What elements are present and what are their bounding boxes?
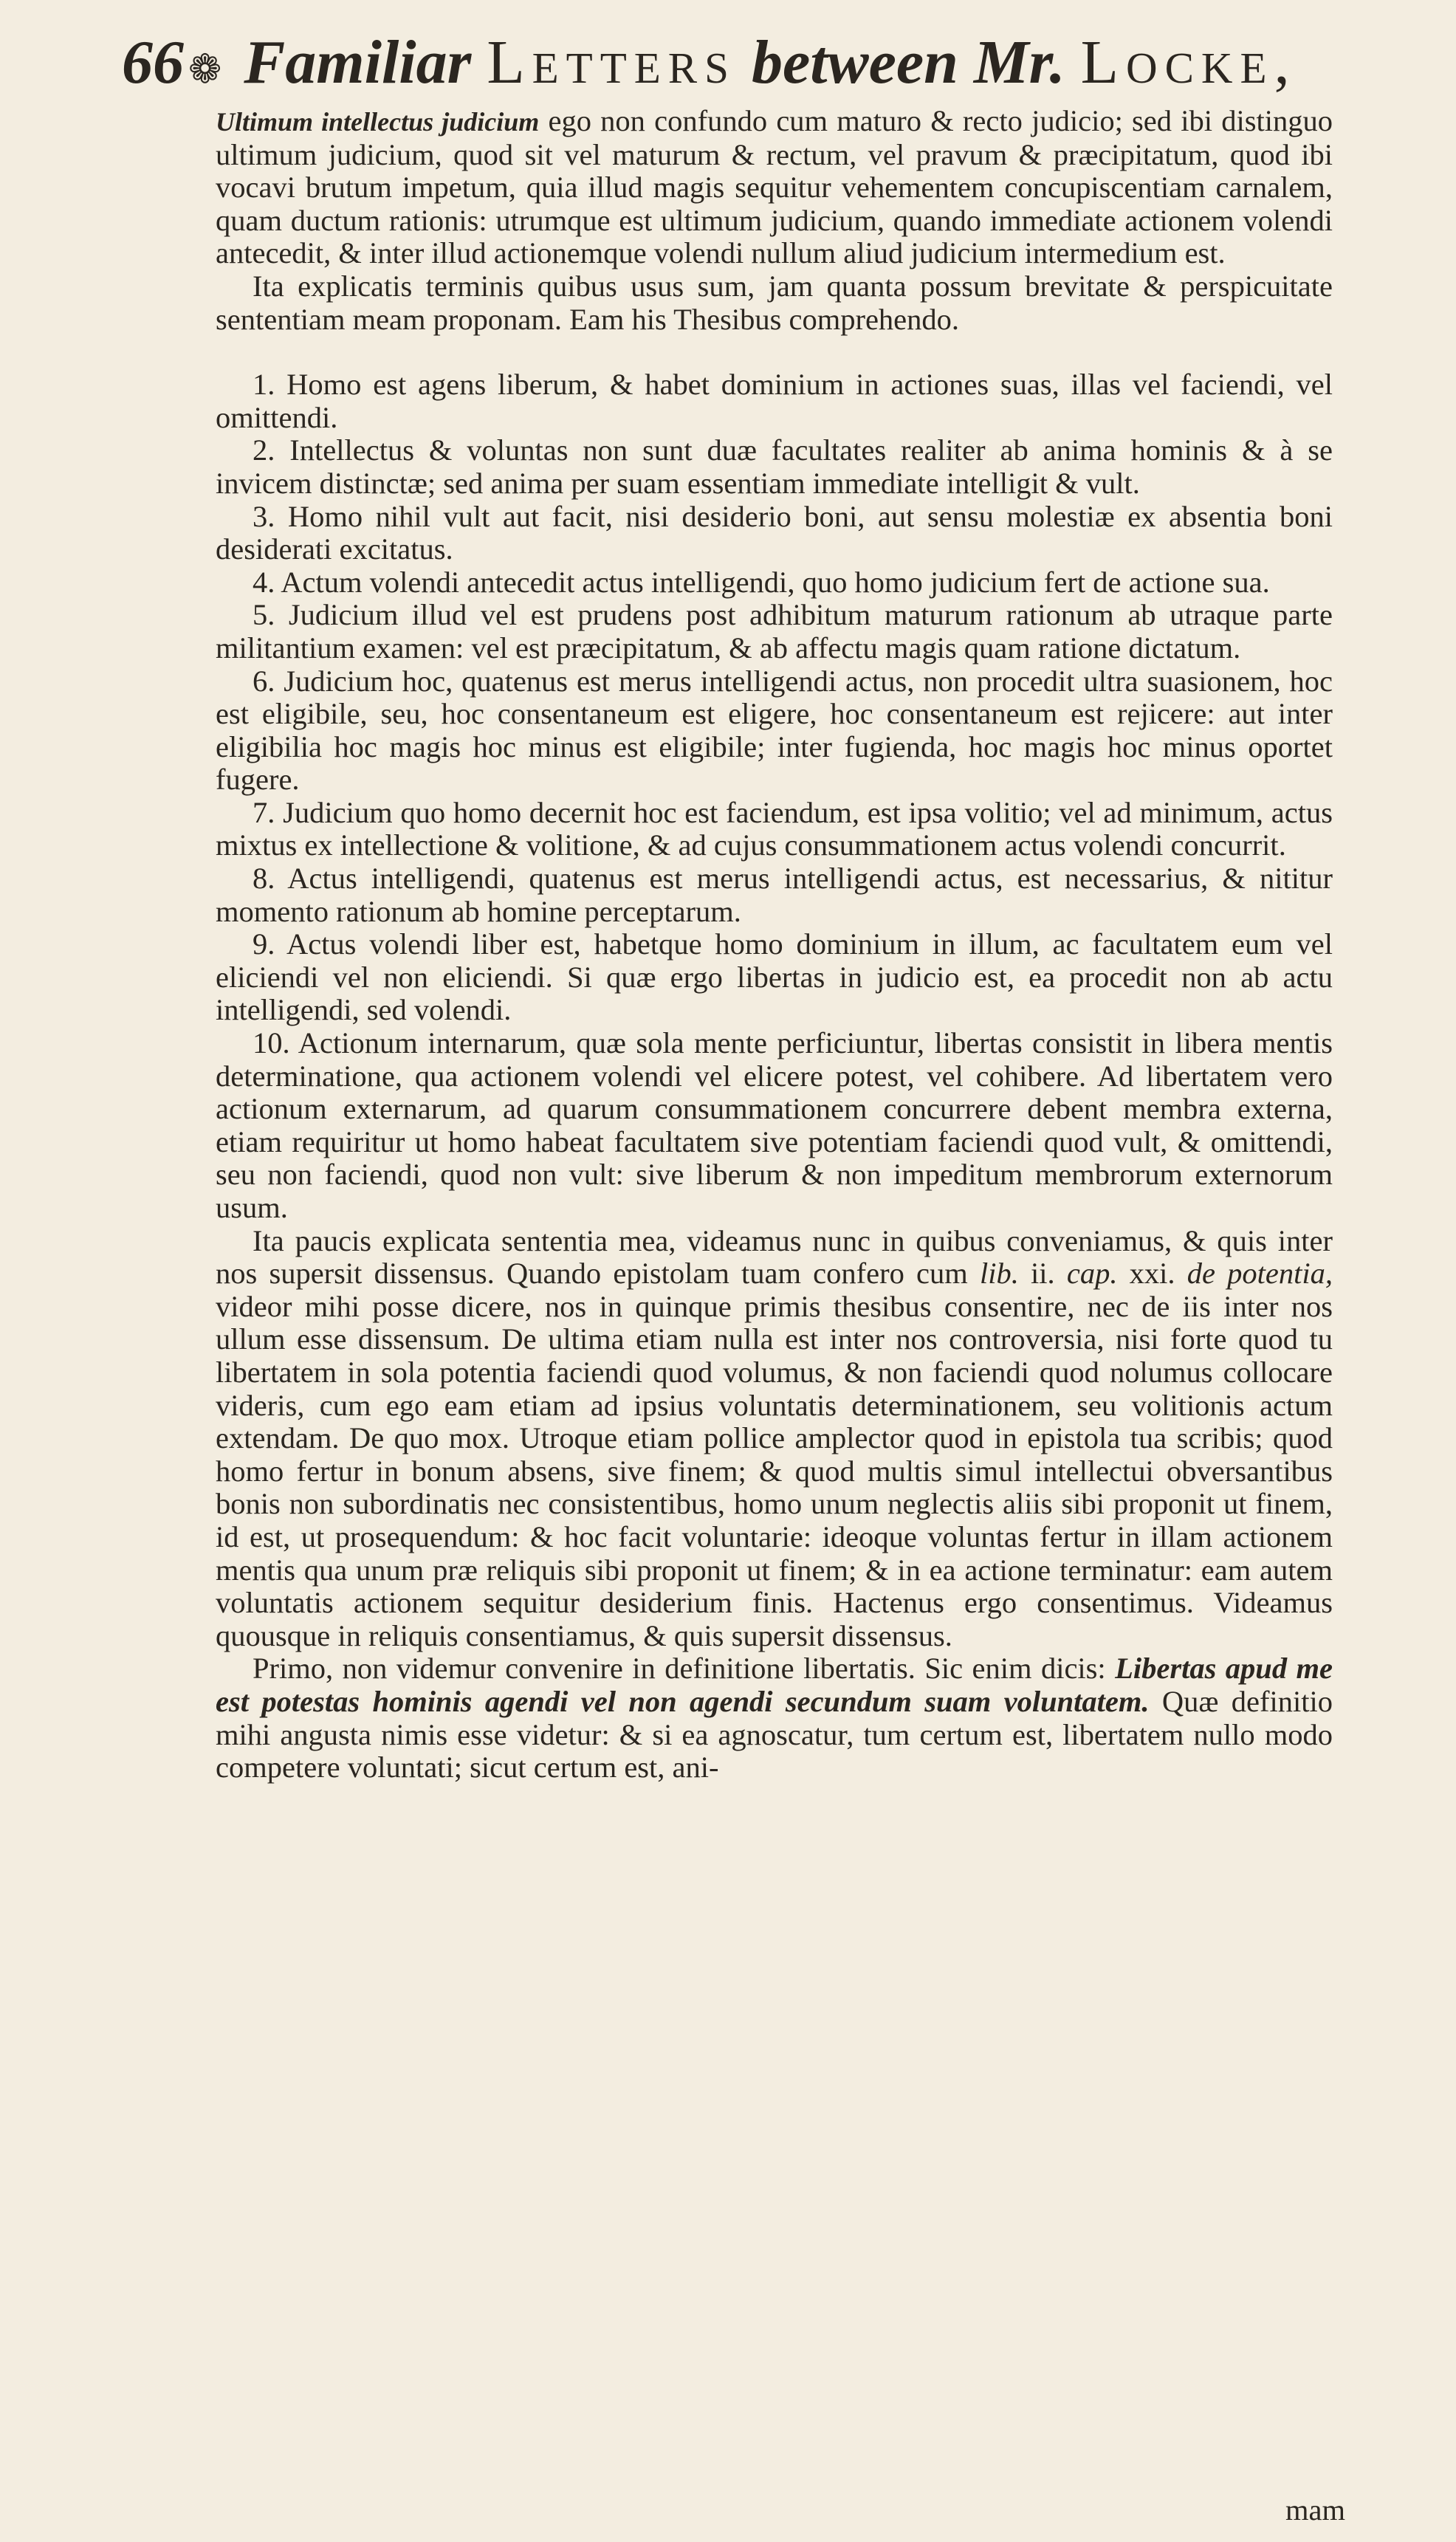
body-text: [216, 105, 1333, 1784]
paragraph-agreement: [216, 1225, 1333, 1653]
title-caps-2: Locke,: [1080, 28, 1297, 97]
text-run: videor mihi posse dicere, nos in quinque primis thesibus consentire, nec de iis inter nos ullum esse dissensum. De ultima etiam nulla est inter nos controversia, nisi forte quod tu libertatem in sola potentia faciendi quod volumus, & non faciendi quod nolumus collocare videris, cum ego eam etiam ad ipsius voluntatis determinationem, seu volitionis actum extendam. De quo mox. Utroque etiam pollice amplector quod in epistola tua scribis; quod homo fertur in bonum absens, sive finem; & quod multis simul intellectui obversantibus bonis non subordinatis nec consistentibus, homo unum neglectis aliis sibi proponit ut finem, id est, ut prosequendum: & hoc facit voluntarie: ideoque voluntas fertur in illam actionem mentis qua unum præ reliquis sibi proponit ut finem; & in ea actione terminatur: eam autem voluntatis actionem sequitur desiderium finis. Hactenus ergo consentimus. Videamus quousque in reliquis consentiamus, & quis supersit dissensus.: [216, 1289, 1333, 1652]
text-run: Primo, non videmur convenire in definitione libertatis. Sic enim dicis:: [253, 1652, 1116, 1686]
libertas-definition: Libertas apud me est potestas hominis agendi vel non agendi secundum suam voluntatem.: [216, 1652, 1333, 1718]
lead-phrase: Ultimum intellectus judicium: [216, 107, 540, 137]
paragraph-terms: Ita explicatis terminis quibus usus sum, jam quanta possum brevitate & perspicuitate sententiam meam proponam. Eam his Thesibus comprehendo.: [216, 269, 1333, 336]
text-run: Ita paucis explicata sententia mea, videamus nunc in quibus conveniamus, & quis inter nos supersit dissensus. Quando epistolam tuam confero cum: [216, 1223, 1333, 1291]
thesis-5: 5. Judicium illud vel est prudens post adhibitum maturum rationum ab utraque parte militantium examen: vel est præcipitatum, & ab affectu magis quam ratione dictatum.: [216, 598, 1333, 664]
title-italic-2: between Mr.: [751, 28, 1065, 97]
thesis-3: 3. Homo nihil vult aut facit, nisi desiderio boni, aut sensu molestiæ ex absentia boni desiderati excitatus.: [216, 499, 1333, 566]
thesis-2: 2. Intellectus & voluntas non sunt duæ facultates realiter ab anima hominis & à se invicem distinctæ; sed anima per suam essentiam immediate intelligit & vult.: [216, 433, 1333, 500]
thesis-6: 6. Judicium hoc, quatenus est merus intelligendi actus, non procedit ultra suasionem, hoc est eligibile, seu, hoc consentaneum est eligere, hoc consentaneum est rejicere: aut inter eligibilia hoc magis hoc minus est eligibile; inter fugienda, hoc magis hoc minus oportet fugere.: [216, 664, 1333, 797]
ornament-icon: ❁: [188, 47, 222, 92]
thesis-10: 10. Actionum internarum, quæ sola mente perficiuntur, libertas consistit in libera mentis determinatione, qua actionem volendi vel elicere potest, vel cohibere. Ad libertatem vero actionum externarum, ad quarum consummationem concurrere debent membra externa, etiam requiritur ut homo habeat facultatem sive potentiam faciendi quod vult, & omittendi, seu non faciendi, quod non vult: sive liberum & non impeditum membrorum externorum usum.: [216, 1026, 1333, 1224]
title-italic-1: Familiar: [244, 28, 472, 97]
paragraph-intro: [216, 105, 1333, 270]
paragraph-definition: [216, 1652, 1333, 1784]
thesis-1: 1. Homo est agens liberum, & habet dominium in actiones suas, illas vel faciendi, vel omittendi.: [216, 368, 1333, 434]
citation-title: de potentia,: [1187, 1257, 1333, 1291]
running-title: [244, 27, 1297, 98]
catchword: mam: [1285, 2493, 1345, 2526]
citation-cap: cap.: [1066, 1257, 1118, 1291]
text-run: xxi.: [1117, 1257, 1187, 1291]
thesis-8: 8. Actus intelligendi, quatenus est merus intelligendi actus, est necessarius, & nititur momento rationum ab homine perceptarum.: [216, 862, 1333, 928]
page-number: 66: [122, 28, 184, 97]
citation-lib: lib.: [979, 1257, 1019, 1291]
title-caps-1: Letters: [487, 28, 736, 97]
paragraph-intro-text: ego non confundo cum maturo & recto judicio; sed ibi distinguo ultimum judicium, quod sit vel maturum & rectum, vel pravum & præcipitatum, quod ibi vocavi brutum impetum, quia illud magis sequitur vehementem concupiscentiam carnalem, quam ductum rationis: utrumque est ultimum judicium, quando immediate actionem volendi antecedit, & inter illud actionemque volendi nullum aliud judicium intermedium est.: [216, 104, 1333, 270]
text-run: Quæ definitio mihi angusta nimis esse videtur: & si ea agnoscatur, tum certum est, libertatem nullo modo competere voluntati; sicut certum est, ani-: [216, 1684, 1333, 1784]
text-run: ii.: [1018, 1257, 1067, 1291]
thesis-4: 4. Actum volendi antecedit actus intelligendi, quo homo judicium fert de actione sua.: [253, 565, 1270, 599]
thesis-7: 7. Judicium quo homo decernit hoc est faciendum, est ipsa volitio; vel ad minimum, actus mixtus ex intellectione & volitione, & ad cujus consummationem actus volendi concurrit.: [216, 795, 1333, 862]
thesis-9: 9. Actus volendi liber est, habetque homo dominium in illum, ac facultatem eum vel eliciendi vel non eliciendi. Si quæ ergo libertas in judicio est, ea procedit non ab actu intelligendi, sed volendi.: [216, 927, 1333, 1027]
